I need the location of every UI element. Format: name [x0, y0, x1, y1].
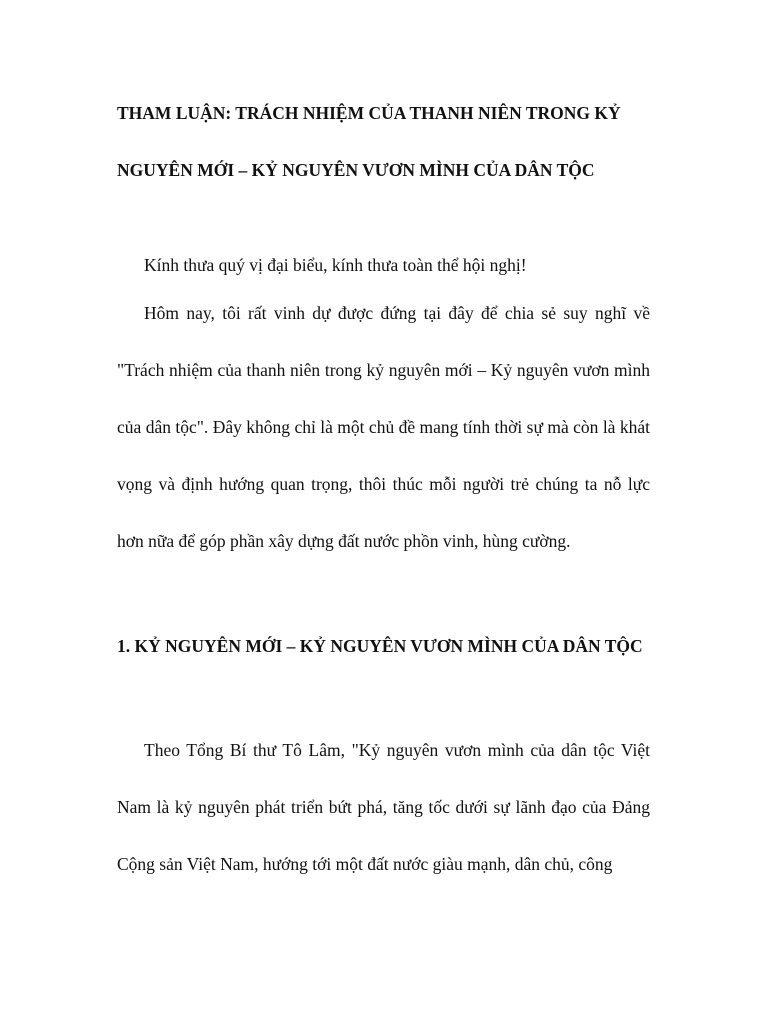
- section-1-heading: 1. KỶ NGUYÊN MỚI – KỶ NGUYÊN VƯƠN MÌNH CỦA DÂN TỘC: [117, 636, 643, 656]
- section-1-paragraph: Theo Tổng Bí thư Tô Lâm, "Kỷ nguyên vươn mình của dân tộc Việt Nam là kỷ nguyên phát triển bứt phá, tăng tốc dưới sự lãnh đạo của Đảng Cộng sản Việt Nam, hướng tới một đất nước giàu mạnh, dân chủ, công: [117, 740, 650, 874]
- document-title-line-2: NGUYÊN MỚI – KỶ NGUYÊN VƯƠN MÌNH CỦA DÂN TỘC: [117, 160, 595, 180]
- greeting-paragraph: Kính thưa quý vị đại biểu, kính thưa toàn thể hội nghị!: [144, 255, 527, 275]
- intro-paragraph: Hôm nay, tôi rất vinh dự được đứng tại đây để chia sẻ suy nghĩ về "Trách nhiệm của thanh niên trong kỷ nguyên mới – Kỷ nguyên vươn mình của dân tộc". Đây không chỉ là một chủ đề mang tính thời sự mà còn là khát vọng và định hướng quan trọng, thôi thúc mỗi người trẻ chúng ta nỗ lực hơn nữa để góp phần xây dựng đất nước phồn vinh, hùng cường.: [117, 303, 650, 551]
- document-title-line-1: THAM LUẬN: TRÁCH NHIỆM CỦA THANH NIÊN TRONG KỶ: [117, 103, 621, 123]
